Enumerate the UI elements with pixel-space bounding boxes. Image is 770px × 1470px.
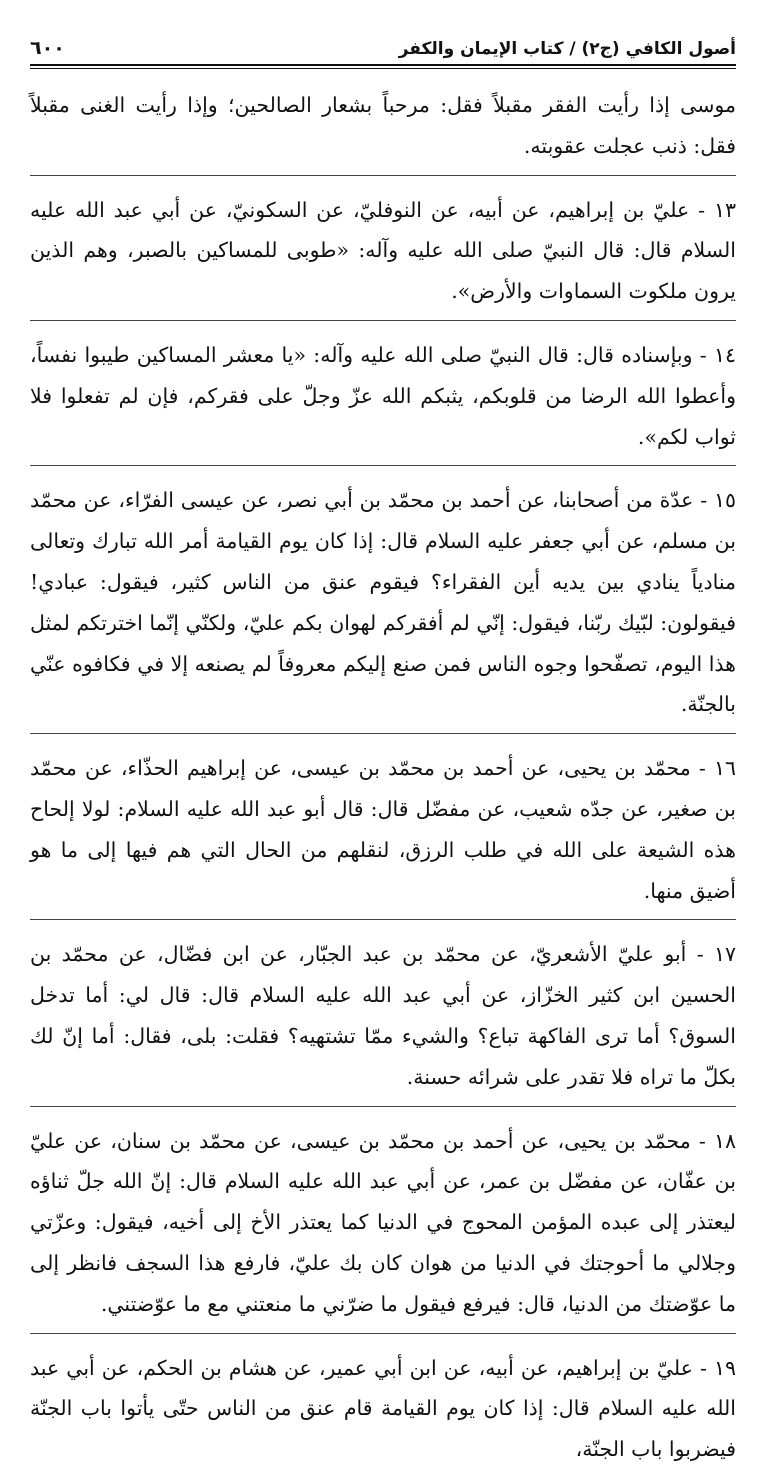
- paragraph-continuation: موسى إذا رأيت الفقر مقبلاً فقل: مرحباً بشعار الصالحين؛ وإذا رأيت الغنى مقبلاً فقل: ذنب عجلت عقوبته.: [30, 93, 736, 158]
- running-title: أصول الكافي (ج٢) / كتاب الإيمان والكفر: [398, 39, 736, 59]
- paragraph-divider: [30, 175, 736, 186]
- hadith-14: ١٤ - وبإسناده قال: قال النبيّ صلى الله عليه وآله: «يا معشر المساكين طيبوا نفساً، وأعطوا الله الرضا من قلوبكم، يثبكم الله عزّ وجلّ على فقركم، فإن لم تفعلوا فلا ثواب لكم».: [30, 342, 736, 449]
- hadith-15: ١٥ - عدّة من أصحابنا، عن أحمد بن محمّد بن أبي نصر، عن عيسى الفرّاء، عن محمّد بن مسلم، عن أبي جعفر عليه السلام قال: إذا كان يوم القيامة أمر الله تبارك وتعالى منادياً ينادي بين يديه أين الفقراء؟ فيقوم عنق من الناس كثير، فيقول: عبادي! فيقولون: لبّيك ربّنا، فيقول: إنّي لم أفقركم لهوان بكم عليّ، ولكنّي إنّما اخترتكم لمثل هذا اليوم، تصفّحوا وجوه الناس فمن صنع إليكم معروفاً لم يصنعه إلا في فكافوه عنّي بالجنّة.: [30, 488, 736, 717]
- hadith-19: ١٩ - عليّ بن إبراهيم، عن أبيه، عن ابن أبي عمير، عن هشام بن الحكم، عن أبي عبد الله عليه السلام قال: إذا كان يوم القيامة قام عنق من الناس حتّى يأتوا باب الجنّة فيضربوا باب الجنّة،: [30, 1355, 736, 1462]
- paragraph-divider: [30, 465, 736, 476]
- header-rule: [30, 64, 736, 66]
- page-number: ٦٠٠: [30, 37, 65, 59]
- paragraph-divider: [30, 320, 736, 331]
- paragraph-divider: [30, 1106, 736, 1117]
- paragraph-divider: [30, 733, 736, 744]
- hadith-16: ١٦ - محمّد بن يحيى، عن أحمد بن محمّد بن عيسى، عن إبراهيم الحذّاء، عن محمّد بن صغير، عن جدّه شعيب، عن مفضّل قال: قال أبو عبد الله عليه السلام: لولا إلحاح هذه الشيعة على الله في طلب الرزق، لنقلهم من الحال التي هم فيها إلى ما هو أضيق منها.: [30, 756, 736, 903]
- page-body: [30, 85, 736, 1470]
- page-header: [30, 24, 736, 58]
- paragraph-divider: [30, 1333, 736, 1344]
- book-page: [30, 24, 736, 1462]
- hadith-17: ١٧ - أبو عليّ الأشعريّ، عن محمّد بن عبد الجبّار، عن ابن فضّال، عن محمّد بن الحسين ابن كثير الخزّاز، عن أبي عبد الله عليه السلام قال: قال لي: أما تدخل السوق؟ أما ترى الفاكهة تباع؟ والشيء ممّا تشتهيه؟ فقلت: بلى، فقال: أما إنّ لك بكلّ ما تراه فلا تقدر على شرائه حسنة.: [30, 942, 736, 1089]
- paragraph-divider: [30, 919, 736, 930]
- hadith-18: ١٨ - محمّد بن يحيى، عن أحمد بن محمّد بن عيسى، عن محمّد بن سنان، عن عليّ بن عفّان، عن مفضّل بن عمر، عن أبي عبد الله عليه السلام قال: إنّ الله جلّ ثناؤه ليعتذر إلى عبده المؤمن المحوج في الدنيا كما يعتذر الأخ إلى أخيه، فيقول: وعزّتي وجلالي ما أحوجتك في الدنيا من هوان كان بك عليّ، فارفع هذا السجف فانظر إلى ما عوّضتك من الدنيا، قال: فيرفع فيقول ما ضرّني ما منعتني مع ما عوّضتني.: [30, 1128, 736, 1316]
- header-rule-thin: [30, 68, 736, 69]
- hadith-13: ١٣ - عليّ بن إبراهيم، عن أبيه، عن النوفليّ، عن السكونيّ، عن أبي عبد الله عليه السلام قال: قال النبيّ صلى الله عليه وآله: «طوبى للمساكين بالصبر، وهم الذين يرون ملكوت السماوات والأرض».: [30, 197, 736, 304]
